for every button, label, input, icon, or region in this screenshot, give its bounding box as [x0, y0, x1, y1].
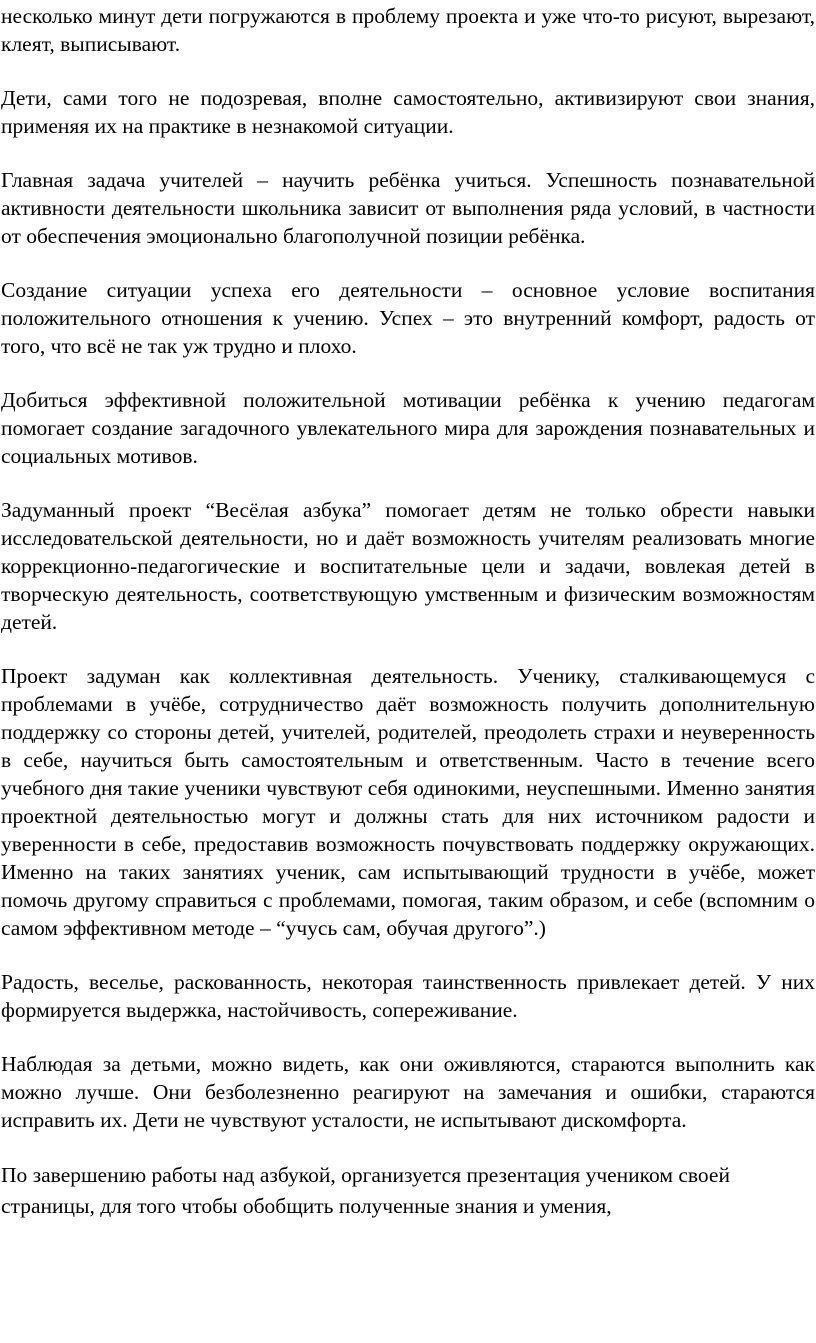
paragraph-2: Дети, сами того не подозревая, вполне самостоятельно, активизируют свои знания, применяя их на практике в незнакомой ситуации. [1, 86, 815, 138]
paragraph-7: Проект задуман как коллективная деятельность. Ученику, сталкивающемуся с проблемами в учёбе, сотрудничество даёт возможность получить дополнительную поддержку со стороны детей, учителей, родителей, преодолеть страхи и неуверенность в себе, научиться быть самостоятельным и ответственным. Часто в течение всего учебного дня такие ученики чувствуют себя одинокими, неуспешными. Именно занятия проектной деятельностью могут и должны стать для них источником радости и уверенности в себе, предоставив возможность почувствовать поддержку окружающих. Именно на таких занятиях ученик, сам испытывающий трудности в учёбе, может помочь другому справиться с проблемами, помогая, таким образом, и себе (вспомним о самом эффективном методе – “учусь сам, обучая другого”.) [1, 664, 815, 940]
paragraph-8: Радость, веселье, раскованность, некоторая таинственность привлекает детей. У них формируется выдержка, настойчивость, сопереживание. [1, 970, 815, 1022]
paragraph-3: Главная задача учителей – научить ребёнка учиться. Успешность познавательной активности деятельности школьника зависит от выполнения ряда условий, в частности от обеспечения эмоционально благополучной позиции ребёнка. [1, 168, 815, 248]
paragraph-1: несколько минут дети погружаются в проблему проекта и уже что-то рисуют, вырезают, клеят, выписывают. [1, 4, 815, 56]
paragraph-4: Создание ситуации успеха его деятельности – основное условие воспитания положительного отношения к учению. Успех – это внутренний комфорт, радость от того, что всё не так уж трудно и плохо. [1, 278, 815, 358]
paragraph-6: Задуманный проект “Весёлая азбука” помогает детям не только обрести навыки исследовательской деятельности, но и даёт возможность учителям реализовать многие коррекционно-педагогические и воспитательные цели и задачи, вовлекая детей в творческую деятельность, соответствующую умственным и физическим возможностям детей. [1, 498, 815, 634]
paragraph-5: Добиться эффективной положительной мотивации ребёнка к учению педагогам помогает создание загадочного увлекательного мира для зарождения познавательных и социальных мотивов. [1, 388, 815, 468]
paragraph-9: Наблюдая за детьми, можно видеть, как они оживляются, стараются выполнить как можно лучше. Они безболезненно реагируют на замечания и ошибки, стараются исправить их. Дети не чувствуют усталости, не испытывают дискомфорта. [1, 1052, 815, 1132]
paragraph-10: По завершению работы над азбукой, организуется презентация учеником своей страницы, для того чтобы обобщить полученные знания и умения, [1, 1163, 730, 1218]
